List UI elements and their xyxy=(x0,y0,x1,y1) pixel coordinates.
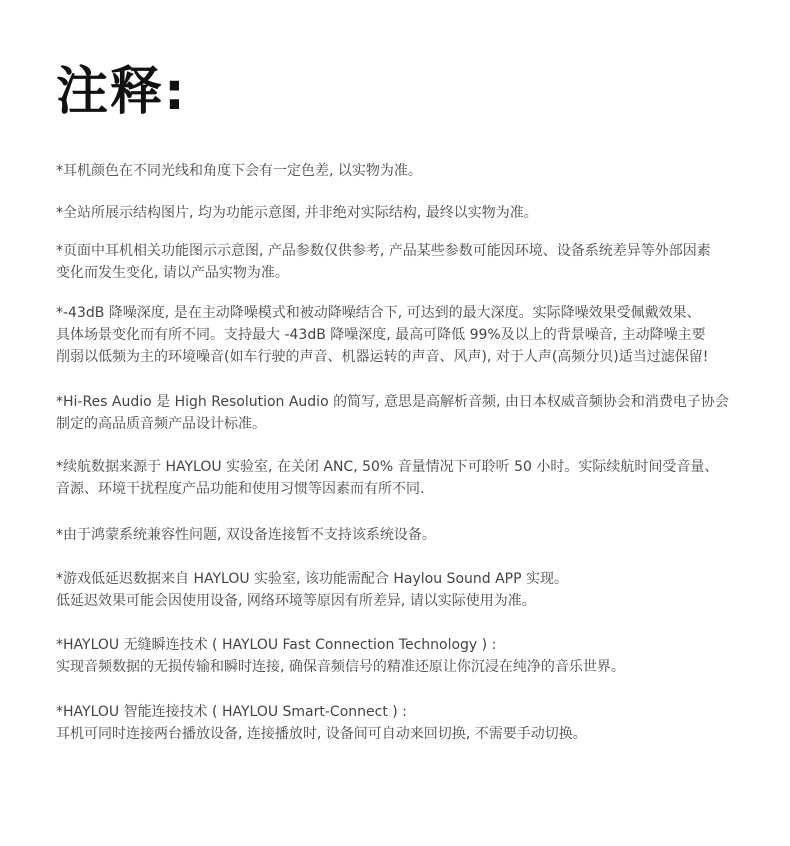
note-line: *由于鸿蒙系统兼容性问题, 双设备连接暂不支持该系统设备。 xyxy=(56,527,436,543)
note-line: 变化而发生变化, 请以产品实物为准。 xyxy=(56,265,289,281)
note-anc-depth xyxy=(56,302,708,368)
note-line: *HAYLOU 智能连接技术 ( HAYLOU Smart-Connect ) : xyxy=(56,704,407,720)
note-line: *游戏低延迟数据来自 HAYLOU 实验室, 该功能需配合 Haylou Sound APP 实现。 xyxy=(56,571,569,587)
note-low-latency xyxy=(56,568,568,612)
note-line: 削弱以低频为主的环境噪音(如车行驶的声音、机器运转的声音、风声), 对于人声(高频分贝)适当过滤保留! xyxy=(56,349,709,365)
note-harmonyos xyxy=(56,524,436,546)
note-color xyxy=(56,160,422,182)
note-line: *-43dB 降噪深度, 是在主动降噪模式和被动降噪结合下, 可达到的最大深度。实际降噪效果受佩戴效果、 xyxy=(56,305,701,321)
note-line: 低延迟效果可能会因使用设备, 网络环境等原因有所差异, 请以实际使用为准。 xyxy=(56,593,536,609)
note-fast-connection xyxy=(56,634,625,678)
note-line: 实现音频数据的无损传输和瞬时连接, 确保音频信号的精准还原让你沉浸在纯净的音乐世界。 xyxy=(56,659,625,675)
note-line: 耳机可同时连接两台播放设备, 连接播放时, 设备间可自动来回切换, 不需要手动切换。 xyxy=(56,726,587,742)
note-line: *全站所展示结构图片, 均为功能示意图, 并非绝对实际结构, 最终以实物为准。 xyxy=(56,205,538,221)
note-line: *页面中耳机相关功能图示示意图, 产品参数仅供参考, 产品某些参数可能因环境、设备系统差异等外部因素 xyxy=(56,243,711,259)
note-line: 具体场景变化而有所不同。支持最大 -43dB 降噪深度, 最高可降低 99%及以上的背景噪音, 主动降噪主要 xyxy=(56,327,706,343)
note-structure xyxy=(56,202,538,224)
note-line: 制定的高品质音频产品设计标准。 xyxy=(56,416,266,432)
note-smart-connect xyxy=(56,701,587,745)
note-line: *耳机颜色在不同光线和角度下会有一定色差, 以实物为准。 xyxy=(56,163,422,179)
page-title: 注释: xyxy=(56,62,187,122)
note-line: *续航数据来源于 HAYLOU 实验室, 在关闭 ANC, 50% 音量情况下可聆听 50 小时。实际续航时间受音量、 xyxy=(56,459,719,475)
note-line: *Hi-Res Audio 是 High Resolution Audio 的简写, 意思是高解析音频, 由日本权威音频协会和消费电子协会 xyxy=(56,394,729,410)
note-battery xyxy=(56,456,718,500)
note-parameters xyxy=(56,240,711,284)
note-line: *HAYLOU 无缝瞬连技术 ( HAYLOU Fast Connection Technology ) : xyxy=(56,637,497,653)
note-line: 音源、环境干扰程度产品功能和使用习惯等因素而有所不同. xyxy=(56,481,425,497)
note-hi-res xyxy=(56,391,729,435)
